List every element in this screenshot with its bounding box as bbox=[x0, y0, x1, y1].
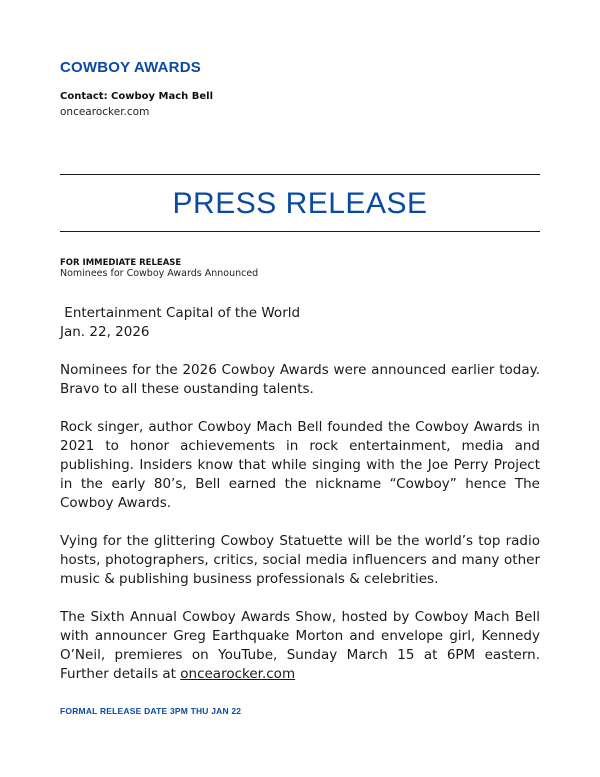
body-paragraph-2: Rock singer, author Cowboy Mach Bell founded the Cowboy Awards in 2021 to honor achievements in rock entertainment, media and publishing. Insiders know that while singing with the Joe Perry Project in the early 80’s, Bell earned the nickname “Cowboy” hence The Cowboy Awards. bbox=[60, 419, 540, 511]
top-divider bbox=[60, 174, 540, 175]
bottom-divider bbox=[60, 231, 540, 232]
body-paragraph-3: Vying for the glittering Cowboy Statuette will be the world’s top radio hosts, photographers, critics, social media influencers and many other music & publishing business professionals & celebrities. bbox=[60, 533, 540, 587]
release-subhead: Nominees for Cowboy Awards Announced bbox=[60, 268, 259, 279]
contact-line: Contact: Cowboy Mach Bell bbox=[60, 91, 214, 102]
dateline bbox=[60, 304, 300, 342]
formal-release-date: FORMAL RELEASE DATE 3PM THU JAN 22 bbox=[60, 706, 242, 716]
body-paragraph-4-text: The Sixth Annual Cowboy Awards Show, hosted by Cowboy Mach Bell with announcer Greg Earthquake Morton and envelope girl, Kennedy O’Neil, premieres on YouTube, Sunday March 15 at 6PM eastern. Further details at bbox=[60, 609, 540, 682]
page-title: PRESS RELEASE bbox=[172, 187, 428, 220]
release-status: FOR IMMEDIATE RELEASE bbox=[60, 258, 182, 268]
body-paragraph-1: Nominees for the 2026 Cowboy Awards were announced earlier today. Bravo to all these oustanding talents. bbox=[60, 362, 540, 397]
website-link[interactable]: oncearocker.com bbox=[180, 666, 296, 682]
website-text: oncearocker.com bbox=[60, 106, 150, 118]
dateline-location: Entertainment Capital of the World bbox=[60, 305, 301, 321]
body-text bbox=[60, 361, 540, 703]
org-name: COWBOY AWARDS bbox=[60, 59, 201, 76]
body-paragraph-4 bbox=[60, 608, 540, 684]
dateline-date: Jan. 22, 2026 bbox=[60, 324, 150, 340]
